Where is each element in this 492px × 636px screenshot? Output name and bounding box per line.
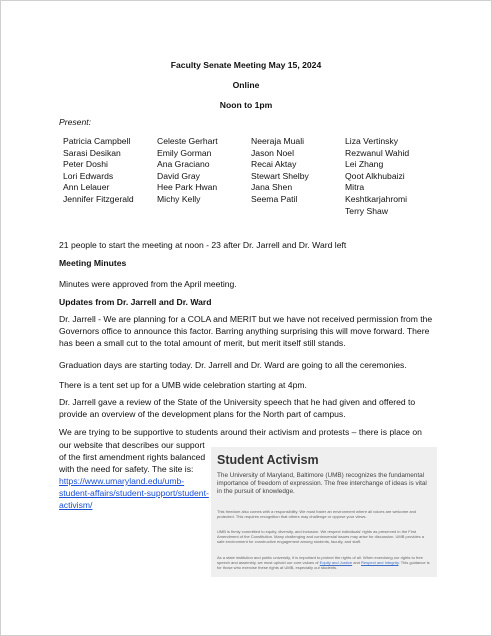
activism-text: our website that describes our support of the first amendment rights balanced with the need for safety. The site is:: [59, 440, 206, 474]
attendee-name: Ana Graciano: [157, 159, 210, 170]
attendee-name: Sarasi Desikan: [63, 147, 121, 158]
attendee-name: Keshtkarjahromi: [345, 193, 408, 204]
student-activism-image: [211, 447, 437, 577]
attendee-name: Liza Vertinsky: [345, 136, 399, 146]
attendee-name: Mitra: [345, 182, 365, 193]
attendee-name: Neeraja Muali: [251, 136, 305, 146]
equity-justice-link: Equity and Justice: [319, 560, 353, 566]
attendee-name: Hee Park Hwan: [157, 182, 218, 193]
attendee-name: Peter Doshi: [63, 159, 108, 170]
attendee-name: Lei Zhang: [345, 159, 384, 170]
meeting-title: Faculty Senate Meeting May 15, 2024: [170, 60, 322, 70]
meeting-time: Noon to 1pm: [219, 100, 273, 110]
student-activism-link[interactable]: https://www.umaryland.edu/umb-student-affairs/student-support/student-activism/: [59, 476, 209, 510]
attendee-name: Jason Noel: [251, 147, 294, 158]
update-paragraph-graduation: Graduation days are starting today. Dr. Jarrell and Dr. Ward are going to all the ceremonies.: [59, 360, 407, 370]
attendee-name: Jennifer Fitzgerald: [63, 193, 134, 204]
attendee-name: Rezwanul Wahid: [345, 147, 410, 158]
minutes-heading: Meeting Minutes: [59, 258, 127, 268]
attendance-note: 21 people to start the meeting at noon - 23 after Dr. Jarrell and Dr. Ward left: [59, 240, 347, 250]
update-paragraph-activism: We are trying to be supportive to students around their activism and protests – there is place on: [59, 427, 422, 437]
update-paragraph-state-of-university: Dr. Jarrell gave a review of the State of the University speech that he had given and offered to provide an overview of the development plans for the North part of campus.: [59, 397, 416, 419]
attendee-name: Emily Gorman: [157, 147, 212, 158]
image-paragraph-3-end: . This guidance is for those who exercise these rights at UMB, especially our students.: [217, 560, 430, 571]
attendee-name: Ann Lelauer: [63, 182, 110, 193]
activism-continuation: [59, 439, 209, 511]
attendee-column-4: [345, 136, 409, 217]
update-paragraph-tent: There is a tent set up for a UMB wide celebration starting at 4pm.: [59, 380, 307, 390]
image-paragraph-3-and: and: [352, 560, 362, 566]
attendee-name: Qoot Alkhubaizi: [345, 170, 405, 181]
meeting-location: Online: [232, 80, 260, 90]
attendee-name: Recai Aktay: [251, 159, 297, 170]
image-paragraph-2: UMB is firmly committed to equity, diversity, and inclusion. We respect individuals' rights as preserved in the First Amendment of the Constitution. Many challenging and controversial issues may arise for discussion. UMB provides a safe environment for constructive engagement among students, faculty, and staff.: [217, 529, 424, 545]
image-paragraph-3-text: As a state institution and public university, it is important to protect the rights of all. When exercising our rights to free speech and assembly, we must uphold our core values of: [217, 555, 423, 566]
attendee-name: Celeste Gerhart: [157, 136, 218, 146]
attendee-name: Terry Shaw: [345, 205, 388, 216]
image-paragraph-1: This freedom also comes with a responsibility. We must foster an environment where all voices are welcome and protected. This requires recognition that others may challenge or oppose your views.: [217, 509, 417, 520]
minutes-text: Minutes were approved from the April meeting.: [59, 279, 237, 289]
attendee-column-1: [63, 136, 134, 206]
attendee-name: David Gray: [157, 170, 200, 181]
attendee-name: Seema Patil: [251, 193, 298, 204]
attendee-column-2: [157, 136, 218, 206]
image-intro-text: The University of Maryland, Baltimore (UMB) recognizes the fundamental importance of freedom of expression. The free interchange of ideas is vital in the pursuit of knowledge.: [217, 472, 427, 495]
attendee-name: Jana Shen: [251, 182, 293, 193]
attendee-name: Stewart Shelby: [251, 170, 309, 181]
attendee-name: Michy Kelly: [157, 193, 201, 204]
attendee-column-3: [251, 136, 309, 206]
image-title: Student Activism: [217, 453, 319, 467]
updates-heading: Updates from Dr. Jarrell and Dr. Ward: [59, 297, 212, 307]
attendee-name: Lori Edwards: [63, 170, 114, 181]
present-label: Present:: [59, 117, 92, 127]
respect-integrity-link: Respect and Integrity: [361, 560, 399, 566]
image-paragraph-3: [217, 555, 431, 571]
update-paragraph-cola: Dr. Jarrell - We are planning for a COLA and MERIT but we have not received permission from the Governors office to announce this factor. Barring anything surprising this will move forward. There has been a small cut to the total amount of merit, but merit itself still stands.: [59, 314, 433, 348]
attendee-name: Patricia Campbell: [63, 136, 131, 146]
